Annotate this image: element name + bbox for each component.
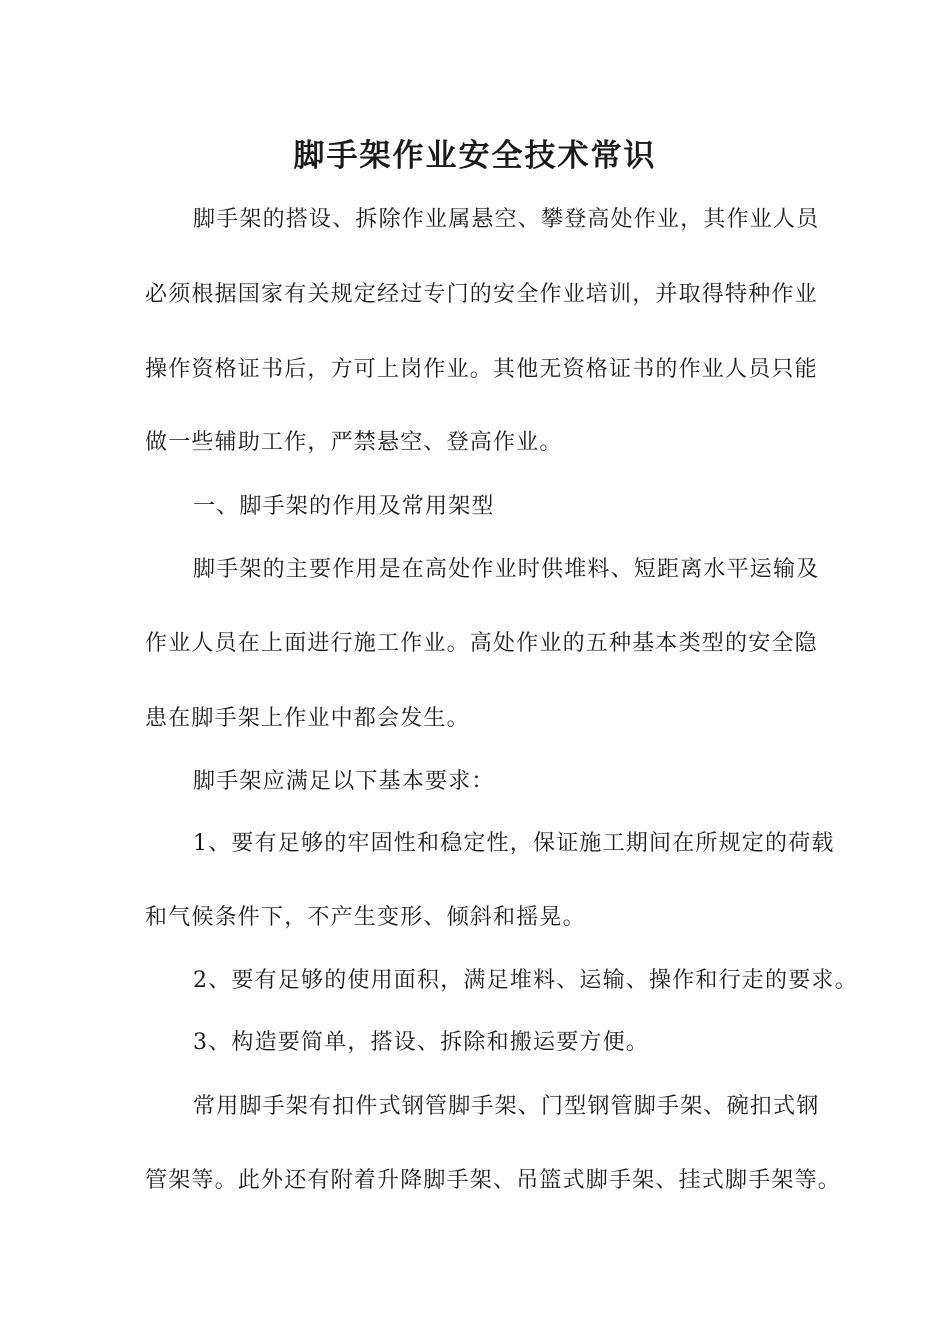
paragraph-line: 做一些辅助工作，严禁悬空、登高作业。	[145, 430, 563, 455]
list-item-line: 2、要有足够的使用面积，满足堆料、运输、操作和行走的要求。	[193, 968, 858, 993]
document-title: 脚手架作业安全技术常识	[293, 138, 657, 174]
paragraph-line: 管架等。此外还有附着升降脚手架、吊篮式脚手架、挂式脚手架等。	[145, 1168, 842, 1193]
list-item-line: 和气候条件下，不产生变形、倾斜和摇晃。	[145, 905, 586, 930]
section-heading: 一、脚手架的作用及常用架型	[193, 494, 495, 519]
list-item-line: 3、构造要简单，搭设、拆除和搬运要方便。	[193, 1030, 649, 1055]
paragraph-line: 作业人员在上面进行施工作业。高处作业的五种基本类型的安全隐	[145, 631, 818, 656]
paragraph-line: 脚手架的主要作用是在高处作业时供堆料、短距离水平运输及	[193, 557, 820, 582]
paragraph-line: 患在脚手架上作业中都会发生。	[145, 706, 470, 731]
list-item-line: 1、要有足够的牢固性和稳定性，保证施工期间在所规定的荷载	[193, 831, 835, 856]
paragraph-line: 脚手架的搭设、拆除作业属悬空、攀登高处作业，其作业人员	[193, 207, 820, 232]
paragraph-line: 必须根据国家有关规定经过专门的安全作业培训，并取得特种作业	[145, 282, 818, 307]
paragraph-line: 常用脚手架有扣件式钢管脚手架、门型钢管脚手架、碗扣式钢	[193, 1094, 820, 1119]
paragraph-line: 脚手架应满足以下基本要求：	[193, 769, 495, 794]
paragraph-line: 操作资格证书后，方可上岗作业。其他无资格证书的作业人员只能	[145, 357, 818, 382]
